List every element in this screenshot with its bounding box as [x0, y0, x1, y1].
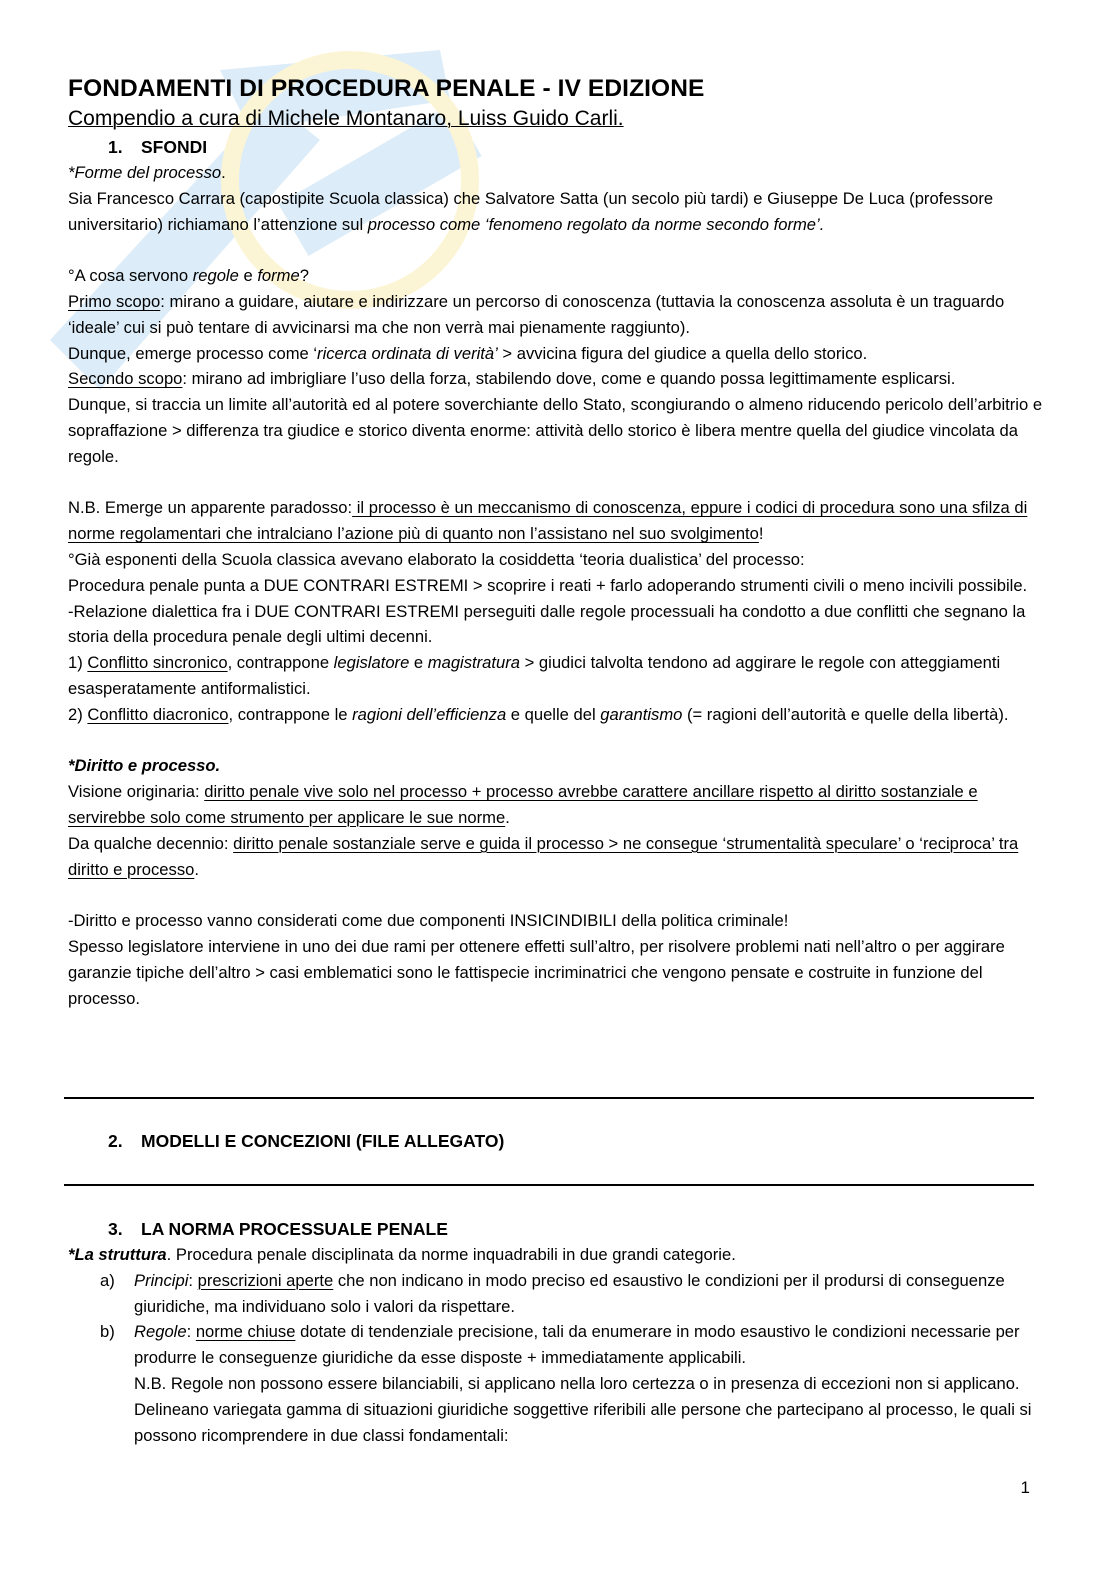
- nb-regole: N.B. Regole non possono essere bilanciabili, si applicano nella loro certezza o in presenza di eccezioni non si applicano.: [134, 1373, 1020, 1393]
- section-3: [68, 1216, 1044, 1448]
- section-2: [68, 1128, 1044, 1154]
- list-item-principi: a) Principi: prescrizioni aperte che non indicano in modo preciso ed esaustivo le condizioni per il prodursi di conseguenze giuridiche, ma individuano solo i valori da rispettare.: [100, 1270, 1005, 1316]
- document-title: FONDAMENTI DI PROCEDURA PENALE - IV EDIZIONE: [68, 75, 705, 102]
- visione-originaria: Visione originaria: diritto penale vive solo nel processo + processo avrebbe carattere ancillare rispetto al diritto sostanziale e servirebbe solo come strumento per applicare le sue norme.: [68, 782, 978, 827]
- primo-scopo: Primo scopo: mirano a guidare, aiutare e indirizzare un percorso di conoscenza (tuttavia la conoscenza assoluta è un traguardo ‘ideale’ cui si può tentare di avvicinarsi ma che non verrà mai pienamente raggiunto).: [68, 291, 1005, 337]
- secondo-scopo: Secondo scopo: mirano ad imbrigliare l’uso della forza, stabilendo dove, come e quando possa legittimamente esplicarsi.: [68, 369, 956, 389]
- conflitto-diacronico: 2) Conflitto diacronico, contrappone le ragioni dell’efficienza e quelle del garantismo (= ragioni dell’autorità e quelle della libertà).: [68, 704, 1009, 724]
- forme-title: *Forme del processo.: [68, 163, 226, 182]
- da-qualche-decennio: Da qualche decennio: diritto penale sostanziale serve e guida il processo > ne consegue ‘strumentalità speculare’ o ‘reciproca’ tra diritto e processo.: [68, 833, 1019, 879]
- divider-2: [64, 1184, 1034, 1186]
- relazione-dialettica: -Relazione dialettica fra i DUE CONTRARI ESTREMI perseguiti dalle regole processuali ha condotto a due conflitti che segnano la storia della procedura penale degli ultimi decenni.: [68, 601, 1026, 647]
- section-2-heading: 2. MODELLI E CONCEZIONI (FILE ALLEGATO): [108, 1131, 505, 1151]
- gia-esponenti: °Già esponenti della Scuola classica avevano elaborato la cosiddetta ‘teoria dualistica’ del processo:: [68, 549, 805, 569]
- divider-1: [64, 1097, 1034, 1099]
- procedura-estremi: Procedura penale punta a DUE CONTRARI ESTREMI > scoprire i reati + farlo adoperando strumenti civili o meno incivili possibile.: [68, 575, 1028, 595]
- document-subtitle: Compendio a cura di Michele Montanaro, Luiss Guido Carli.: [68, 107, 624, 130]
- list-item-regole: b) Regole: norme chiuse dotate di tendenziale precisione, tali da enumerare in modo esaustivo le condizioni necessarie per produrre le conseguenze giuridiche da esse disposte + immediatamente applicabili.: [100, 1322, 1020, 1368]
- section-3-heading: 3. LA NORMA PROCESSUALE PENALE: [108, 1219, 448, 1239]
- page-content: [68, 74, 1044, 1011]
- section-1-heading: 1. SFONDI: [108, 137, 208, 157]
- question-regole-forme: °A cosa servono regole e forme?: [68, 266, 309, 286]
- spesso-legislatore: Spesso legislatore interviene in uno dei due rami per ottenere effetti sull’altro, per risolvere problemi nati nell’altro o per aggirare garanzie tipiche dell’altro > casi emblematici sono le fattispecie incriminatrici che vengono pensate e costruite in funzione del processo.: [68, 936, 1005, 1008]
- diritto-processo-title: *Diritto e processo.: [68, 756, 221, 776]
- delineano: Delineano variegata gamma di situazioni giuridiche soggettive riferibili alle persone che partecipano al processo, le quali si possono ricomprendere in due classi fondamentali:: [134, 1399, 1032, 1445]
- dunque-limite: Dunque, si traccia un limite all’autorità ed al potere soverchiante dello Stato, scongiurando o almeno riducendo pericolo dell’arbitrio e sopraffazione > differenza tra giudice e storico diventa enorme: attività dello storico è libera mentre quella del giudice vincolata da regole.: [68, 395, 1043, 466]
- dunque-ricerca: Dunque, emerge processo come ‘ricerca ordinata di verità’ > avvicina figura del giudice a quella dello storico.: [68, 343, 868, 363]
- insicindibili: -Diritto e processo vanno considerati come due componenti INSICINDIBILI della politica criminale!: [68, 911, 789, 931]
- nb-paradosso: N.B. Emerge un apparente paradosso: il processo è un meccanismo di conoscenza, eppure i codici di procedura sono una sfilza di norme regolamentari che intralciano l’azione più di quanto non l’assistano nel suo svolgimento!: [68, 498, 1028, 544]
- page-number: 1: [1020, 1478, 1030, 1497]
- conflitto-sincronico: 1) Conflitto sincronico, contrappone legislatore e magistratura > giudici talvolta tendono ad aggirare le regole con atteggiamenti esasperatamente antiformalistici.: [68, 653, 1001, 698]
- struttura-intro: *La struttura. Procedura penale disciplinata da norme inquadrabili in due grandi categorie.: [68, 1245, 736, 1264]
- paragraph-carrara: Sia Francesco Carrara (capostipite Scuola classica) che Salvatore Satta (un secolo più tardi) e Giuseppe De Luca (professore universitario) richiamano l’attenzione sul processo come ‘fenomeno regolato da norme secondo forme’.: [68, 188, 994, 234]
